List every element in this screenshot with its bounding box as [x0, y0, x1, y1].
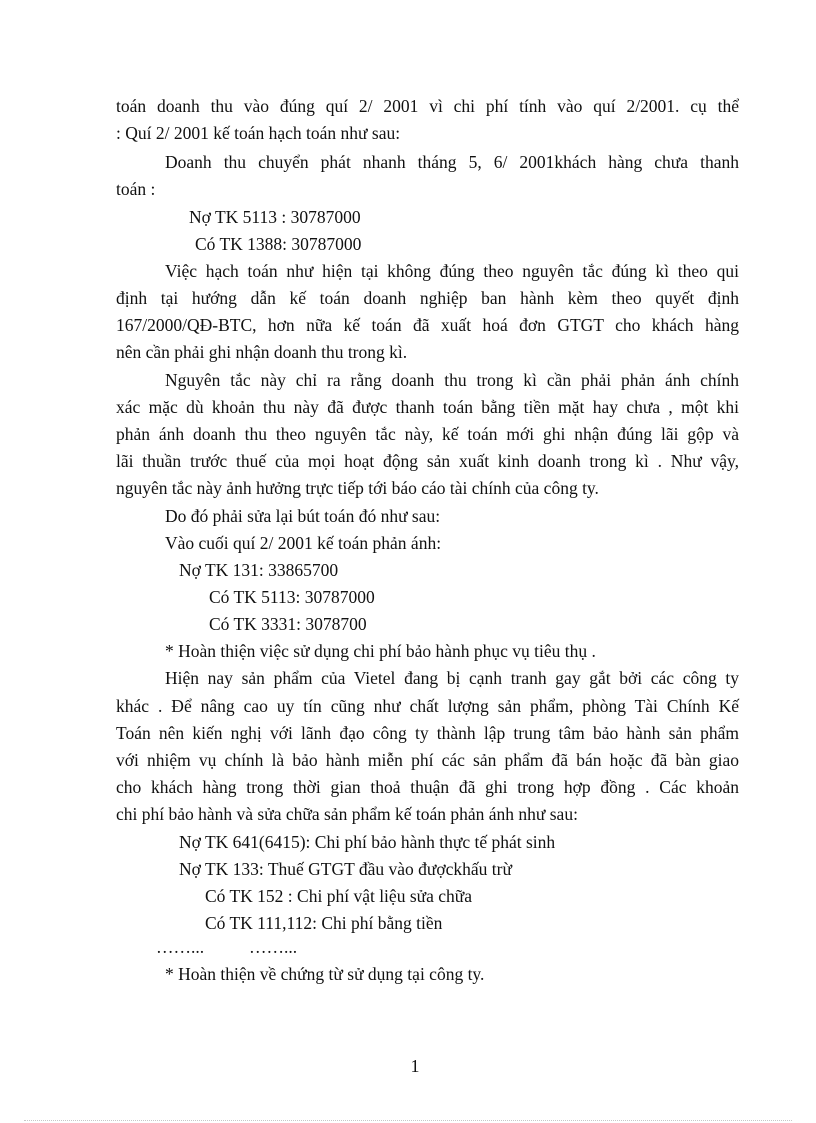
section-heading: * Hoàn thiện về chứng từ sử dụng tại công ty.	[165, 964, 485, 984]
page-bottom-divider	[24, 1120, 792, 1121]
text-line: toán doanh thu vào đúng quí 2/ 2001 vì chi phí tính vào quí 2/2001. cụ thể	[116, 96, 739, 116]
page-number: 1	[410, 1056, 420, 1076]
journal-entry-debit: Nợ TK 641(6415): Chi phí bảo hành thực tế phát sinh	[179, 832, 556, 852]
journal-entry-credit: Có TK 3331: 3078700	[209, 614, 367, 634]
text-line: Do đó phải sửa lại bút toán đó như sau:	[165, 506, 441, 526]
text-line: xác mặc dù khoản thu này đã được thanh toán bằng tiền mặt hay chưa , một khi	[116, 397, 739, 417]
journal-entry-credit: Có TK 5113: 30787000	[209, 587, 375, 607]
section-heading: * Hoàn thiện việc sử dụng chi phí bảo hành phục vụ tiêu thụ .	[165, 641, 596, 661]
text-line: Vào cuối quí 2/ 2001 kế toán phản ánh:	[165, 533, 442, 553]
ellipsis-placeholder: ……...	[249, 937, 298, 957]
journal-entry-credit: Có TK 111,112: Chi phí bằng tiền	[205, 913, 443, 933]
journal-entry-debit: Nợ TK 133: Thuế GTGT đầu vào đượckhấu trừ	[179, 859, 512, 879]
text-line: 167/2000/QĐ-BTC, hơn nữa kế toán đã xuất hoá đơn GTGT cho khách hàng	[116, 315, 739, 335]
text-line: : Quí 2/ 2001 kế toán hạch toán như sau:	[116, 123, 401, 143]
journal-entry-credit: Có TK 1388: 30787000	[195, 234, 362, 254]
text-line: Nguyên tắc này chỉ ra rằng doanh thu trong kì cần phải phản ánh chính	[165, 370, 739, 390]
ellipsis-placeholder: ……...	[156, 937, 205, 957]
text-line: nên cần phải ghi nhận doanh thu trong kì.	[116, 342, 408, 362]
text-line: Việc hạch toán như hiện tại không đúng theo nguyên tắc đúng kì theo qui	[165, 261, 739, 281]
journal-entry-debit: Nợ TK 5113 : 30787000	[189, 207, 361, 227]
text-line: lãi thuần trước thuế của mọi hoạt động sản xuất kinh doanh trong kì . Như vậy,	[116, 451, 739, 471]
text-line: cho khách hàng trong thời gian thoả thuận đã ghi trong hợp đồng . Các khoản	[116, 777, 739, 797]
text-line: chi phí bảo hành và sửa chữa sản phẩm kế toán phản ánh như sau:	[116, 804, 578, 824]
text-line: với nhiệm vụ chính là bảo hành miễn phí các sản phẩm đã bán hoặc đã bàn giao	[116, 750, 739, 770]
journal-entry-debit: Nợ TK 131: 33865700	[179, 560, 339, 580]
journal-entry-credit: Có TK 152 : Chi phí vật liệu sửa chữa	[205, 886, 473, 906]
text-line: Hiện nay sản phẩm của Vietel đang bị cạnh tranh gay gắt bởi các công ty	[165, 668, 739, 688]
text-line: nguyên tắc này ảnh hưởng trực tiếp tới báo cáo tài chính của công ty.	[116, 478, 599, 498]
text-line: phản ánh doanh thu theo nguyên tắc này, kế toán mới ghi nhận đúng lãi gộp và	[116, 424, 739, 444]
text-line: toán :	[116, 179, 156, 199]
text-line: Doanh thu chuyển phát nhanh tháng 5, 6/ 2001khách hàng chưa thanh	[165, 152, 739, 172]
text-line: định tại hướng dẫn kế toán doanh nghiệp ban hành kèm theo quyết định	[116, 288, 739, 308]
text-line: khác . Để nâng cao uy tín cũng như chất lượng sản phẩm, phòng Tài Chính Kế	[116, 696, 739, 716]
text-line: Toán nên kiến nghị với lãnh đạo công ty thành lập trung tâm bảo hành sản phẩm	[116, 723, 739, 743]
